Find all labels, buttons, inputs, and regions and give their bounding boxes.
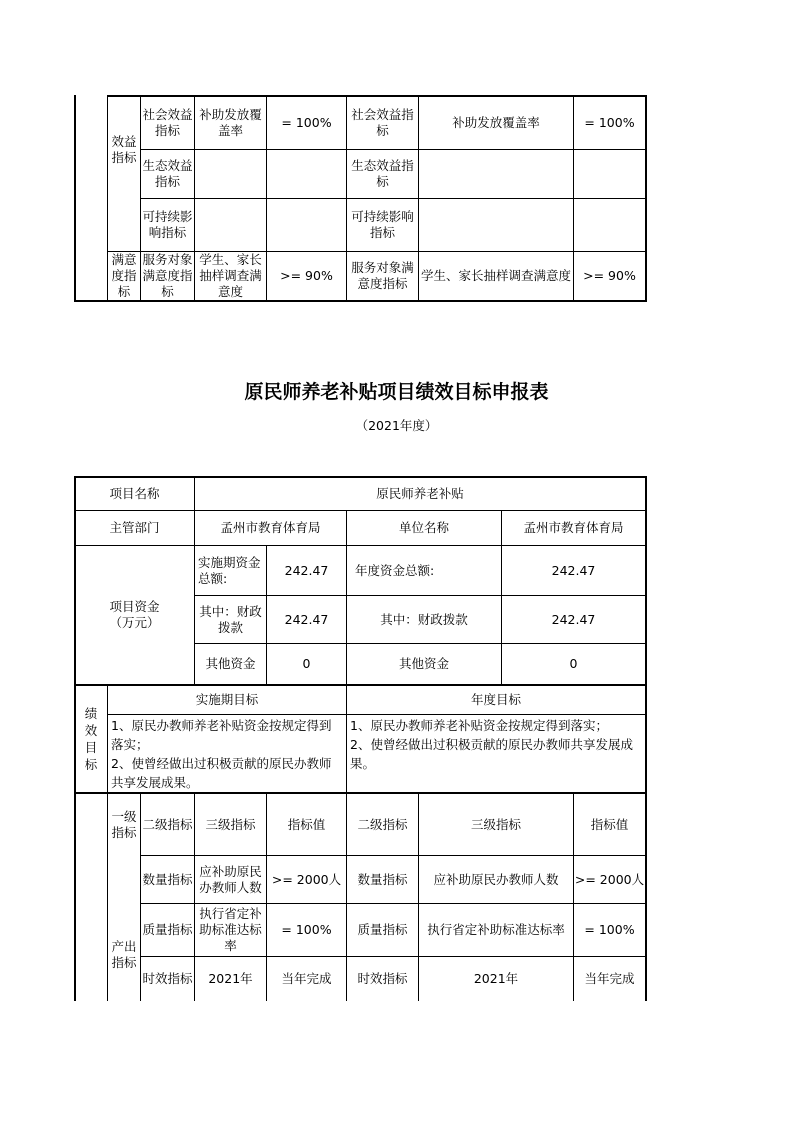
level2-cell: 数量指标 <box>142 871 193 887</box>
level2-cell: 数量指标 <box>357 871 408 887</box>
value-cell: >= 90% <box>583 268 636 283</box>
unit-label: 单位名称 <box>398 520 449 535</box>
fiscal-period-value: 242.47 <box>284 611 329 627</box>
value-cell: >= 2000人 <box>271 871 342 887</box>
other-period-value: 0 <box>302 656 311 671</box>
level2-cell: 质量指标 <box>357 922 408 937</box>
period-goal-header: 实施期目标 <box>195 692 259 707</box>
goals-group-text: 绩效目标 <box>84 706 98 772</box>
group-satisfaction-label: 满意度指标 <box>111 252 137 299</box>
header-level3: 三级指标 <box>205 816 256 832</box>
year-goal-header: 年度目标 <box>470 692 521 707</box>
header-right-level2: 二级指标 <box>357 816 408 832</box>
header-value: 指标值 <box>287 816 326 832</box>
level3-cell: 2021年 <box>473 971 519 986</box>
value-cell: = 100% <box>584 922 635 937</box>
level2-cell: 服务对象满意度指标 <box>142 252 193 299</box>
level3-cell: 补助发放覆盖率 <box>452 114 540 130</box>
fiscal-year-value: 242.47 <box>551 611 596 627</box>
value-cell: = 100% <box>584 114 635 130</box>
other-year-value: 0 <box>569 656 578 671</box>
project-name-value: 原民师养老补贴 <box>376 485 464 501</box>
total-year-label: 年度资金总额: <box>355 562 435 578</box>
unit-value: 孟州市教育体育局 <box>523 520 624 535</box>
dept-label: 主管部门 <box>109 520 160 535</box>
level2-cell: 社会效益指标 <box>142 106 193 138</box>
value-cell: >= 90% <box>280 268 333 283</box>
level3-cell: 执行省定补助标准达标率 <box>199 906 262 953</box>
year-goal-text: 1、原民办教师养老补贴资金按规定得到落实； 2、使曾经做出过积极贡献的原民办教师共享发展成果。 <box>350 718 633 771</box>
fiscal-year-label: 其中：财政拨款 <box>380 611 468 627</box>
funds-label-text: 项目资金（万元） <box>109 599 160 630</box>
level3-cell: 2021年 <box>208 971 253 986</box>
page-subtitle: （2021年度） <box>355 418 438 433</box>
level2-cell: 服务对象满意度指标 <box>351 260 414 291</box>
level3-cell: 应补助原民办教师人数 <box>199 863 262 895</box>
project-name-label: 项目名称 <box>109 485 160 501</box>
level2-cell: 可持续影响指标 <box>142 209 193 240</box>
value-cell: 当年完成 <box>584 971 635 986</box>
level3-cell: 执行省定补助标准达标率 <box>427 922 565 937</box>
level3-cell: 补助发放覆盖率 <box>199 106 262 138</box>
header-level2: 二级指标 <box>142 816 193 832</box>
level2-cell: 可持续影响指标 <box>351 209 414 240</box>
funds-label <box>75 546 194 684</box>
level2-cell: 生态效益指标 <box>351 158 414 189</box>
group-effect-label: 效益指标 <box>111 134 137 165</box>
total-period-value: 242.47 <box>284 562 329 578</box>
header-right-level3: 三级指标 <box>470 816 521 832</box>
level2-cell: 质量指标 <box>142 922 193 937</box>
group-output-label: 产出指标 <box>111 939 137 970</box>
value-cell: >= 2000人 <box>574 871 645 887</box>
level2-cell: 社会效益指标 <box>351 106 414 138</box>
value-cell: 当年完成 <box>281 971 332 986</box>
level3-cell: 应补助原民办教师人数 <box>433 871 559 887</box>
level3-cell: 学生、家长抽样调查满意度 <box>420 268 571 283</box>
header-level1: 一级指标 <box>111 808 137 840</box>
level2-cell: 时效指标 <box>142 971 193 986</box>
total-year-value: 242.47 <box>551 562 596 578</box>
level3-cell: 学生、家长抽样调查满意度 <box>199 252 262 299</box>
dept-value: 孟州市教育体育局 <box>220 520 321 535</box>
value-cell: = 100% <box>281 114 332 130</box>
other-period-label: 其他资金 <box>205 656 256 671</box>
level2-cell: 生态效益指标 <box>142 158 193 189</box>
fiscal-period-label: 其中：财政拨款 <box>199 603 262 635</box>
level2-cell: 时效指标 <box>357 971 408 986</box>
goals-group-label <box>75 686 107 792</box>
header-right-value: 指标值 <box>590 816 629 832</box>
period-goal-text: 1、原民办教师养老补贴资金按规定得到落实； 2、使曾经做出过积极贡献的原民办教师共享发展成果。 <box>111 718 332 790</box>
total-period-label: 实施期资金总额: <box>198 554 261 586</box>
page-title: 原民师养老补贴项目绩效目标申报表 <box>244 381 549 403</box>
value-cell: = 100% <box>281 922 332 937</box>
other-year-label: 其他资金 <box>398 656 449 671</box>
